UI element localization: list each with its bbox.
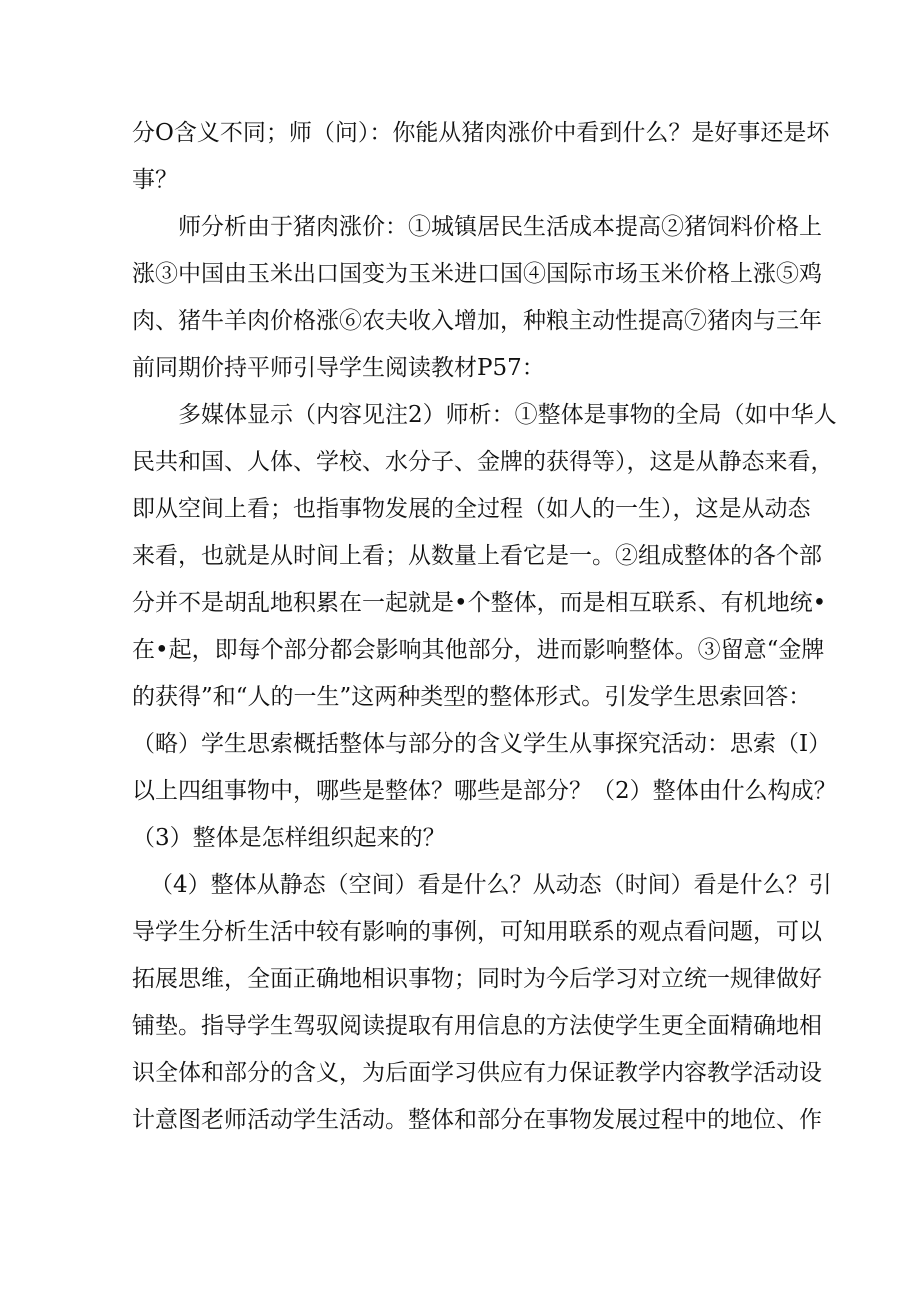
document-body: [132, 110, 837, 1144]
text-line: 即从空间上看；也指事物发展的全过程（如人的一生），这是从动态: [132, 496, 811, 522]
text-line: 拓展思维，全面正确地相识事物；同时为今后学习对立统一规律做好: [132, 966, 822, 992]
text-line: 肉、猪牛羊肉价格涨⑥农夫收入增加，种粮主动性提高⑦猪肉与三年: [132, 308, 822, 334]
text-line: （略）学生思索概括整体与部分的含义学生从事探究活动：思索（I）: [132, 731, 832, 757]
text-line: 分并不是胡乱地积累在一起就是•个整体，而是相互联系、有机地统•: [132, 590, 827, 616]
text-line: 涨③中国由玉米出口国变为玉米进口国④国际市场玉米价格上涨⑤鸡: [132, 261, 822, 287]
text-line: 的获得”和“人的一生”这两种类型的整体形式。引发学生思索回答：: [132, 684, 812, 710]
text-line: （3）整体是怎样组织起来的？: [132, 825, 446, 851]
text-line: 民共和国、人体、学校、水分子、金牌的获得等），这是从静态来看，: [132, 449, 834, 475]
text-line: 计意图老师活动学生活动。整体和部分在事物发展过程中的地位、作: [132, 1107, 822, 1133]
text-line: 在•起，即每个部分都会影响其他部分，进而影响整体。③留意“金牌: [132, 637, 825, 663]
text-line: 分O含义不同；师（问）：你能从猪肉涨价中看到什么？是好事还是坏: [132, 120, 830, 146]
text-line: 识全体和部分的含义，为后面学习供应有力保证教学内容教学活动设: [132, 1060, 822, 1086]
text-line: 铺垫。指导学生驾驭阅读提取有用信息的方法使学生更全面精确地相: [132, 1013, 822, 1039]
text-line: 来看，也就是从时间上看；从数量上看它是一。②组成整体的各个部: [132, 543, 822, 569]
text-line: 以上四组事物中，哪些是整体？哪些是部分？（2）整体由什么构成？: [132, 778, 837, 804]
text-line: 前同期价持平师引导学生阅读教材P57：: [132, 355, 545, 381]
text-line: 事？: [132, 167, 178, 193]
paragraph-start-line: （4）整体从静态（空间）看是什么？从动态（时间）看是什么？引: [150, 872, 832, 898]
paragraph-start-line: 师分析由于猪肉涨价：①城镇居民生活成本提高②猪饲料价格上: [178, 214, 822, 240]
paragraph-start-line: 多媒体显示（内容见注2）师析：①整体是事物的全局（如中华人: [178, 402, 837, 428]
text-line: 导学生分析生活中较有影响的事例，可知用联系的观点看问题，可以: [132, 919, 822, 945]
